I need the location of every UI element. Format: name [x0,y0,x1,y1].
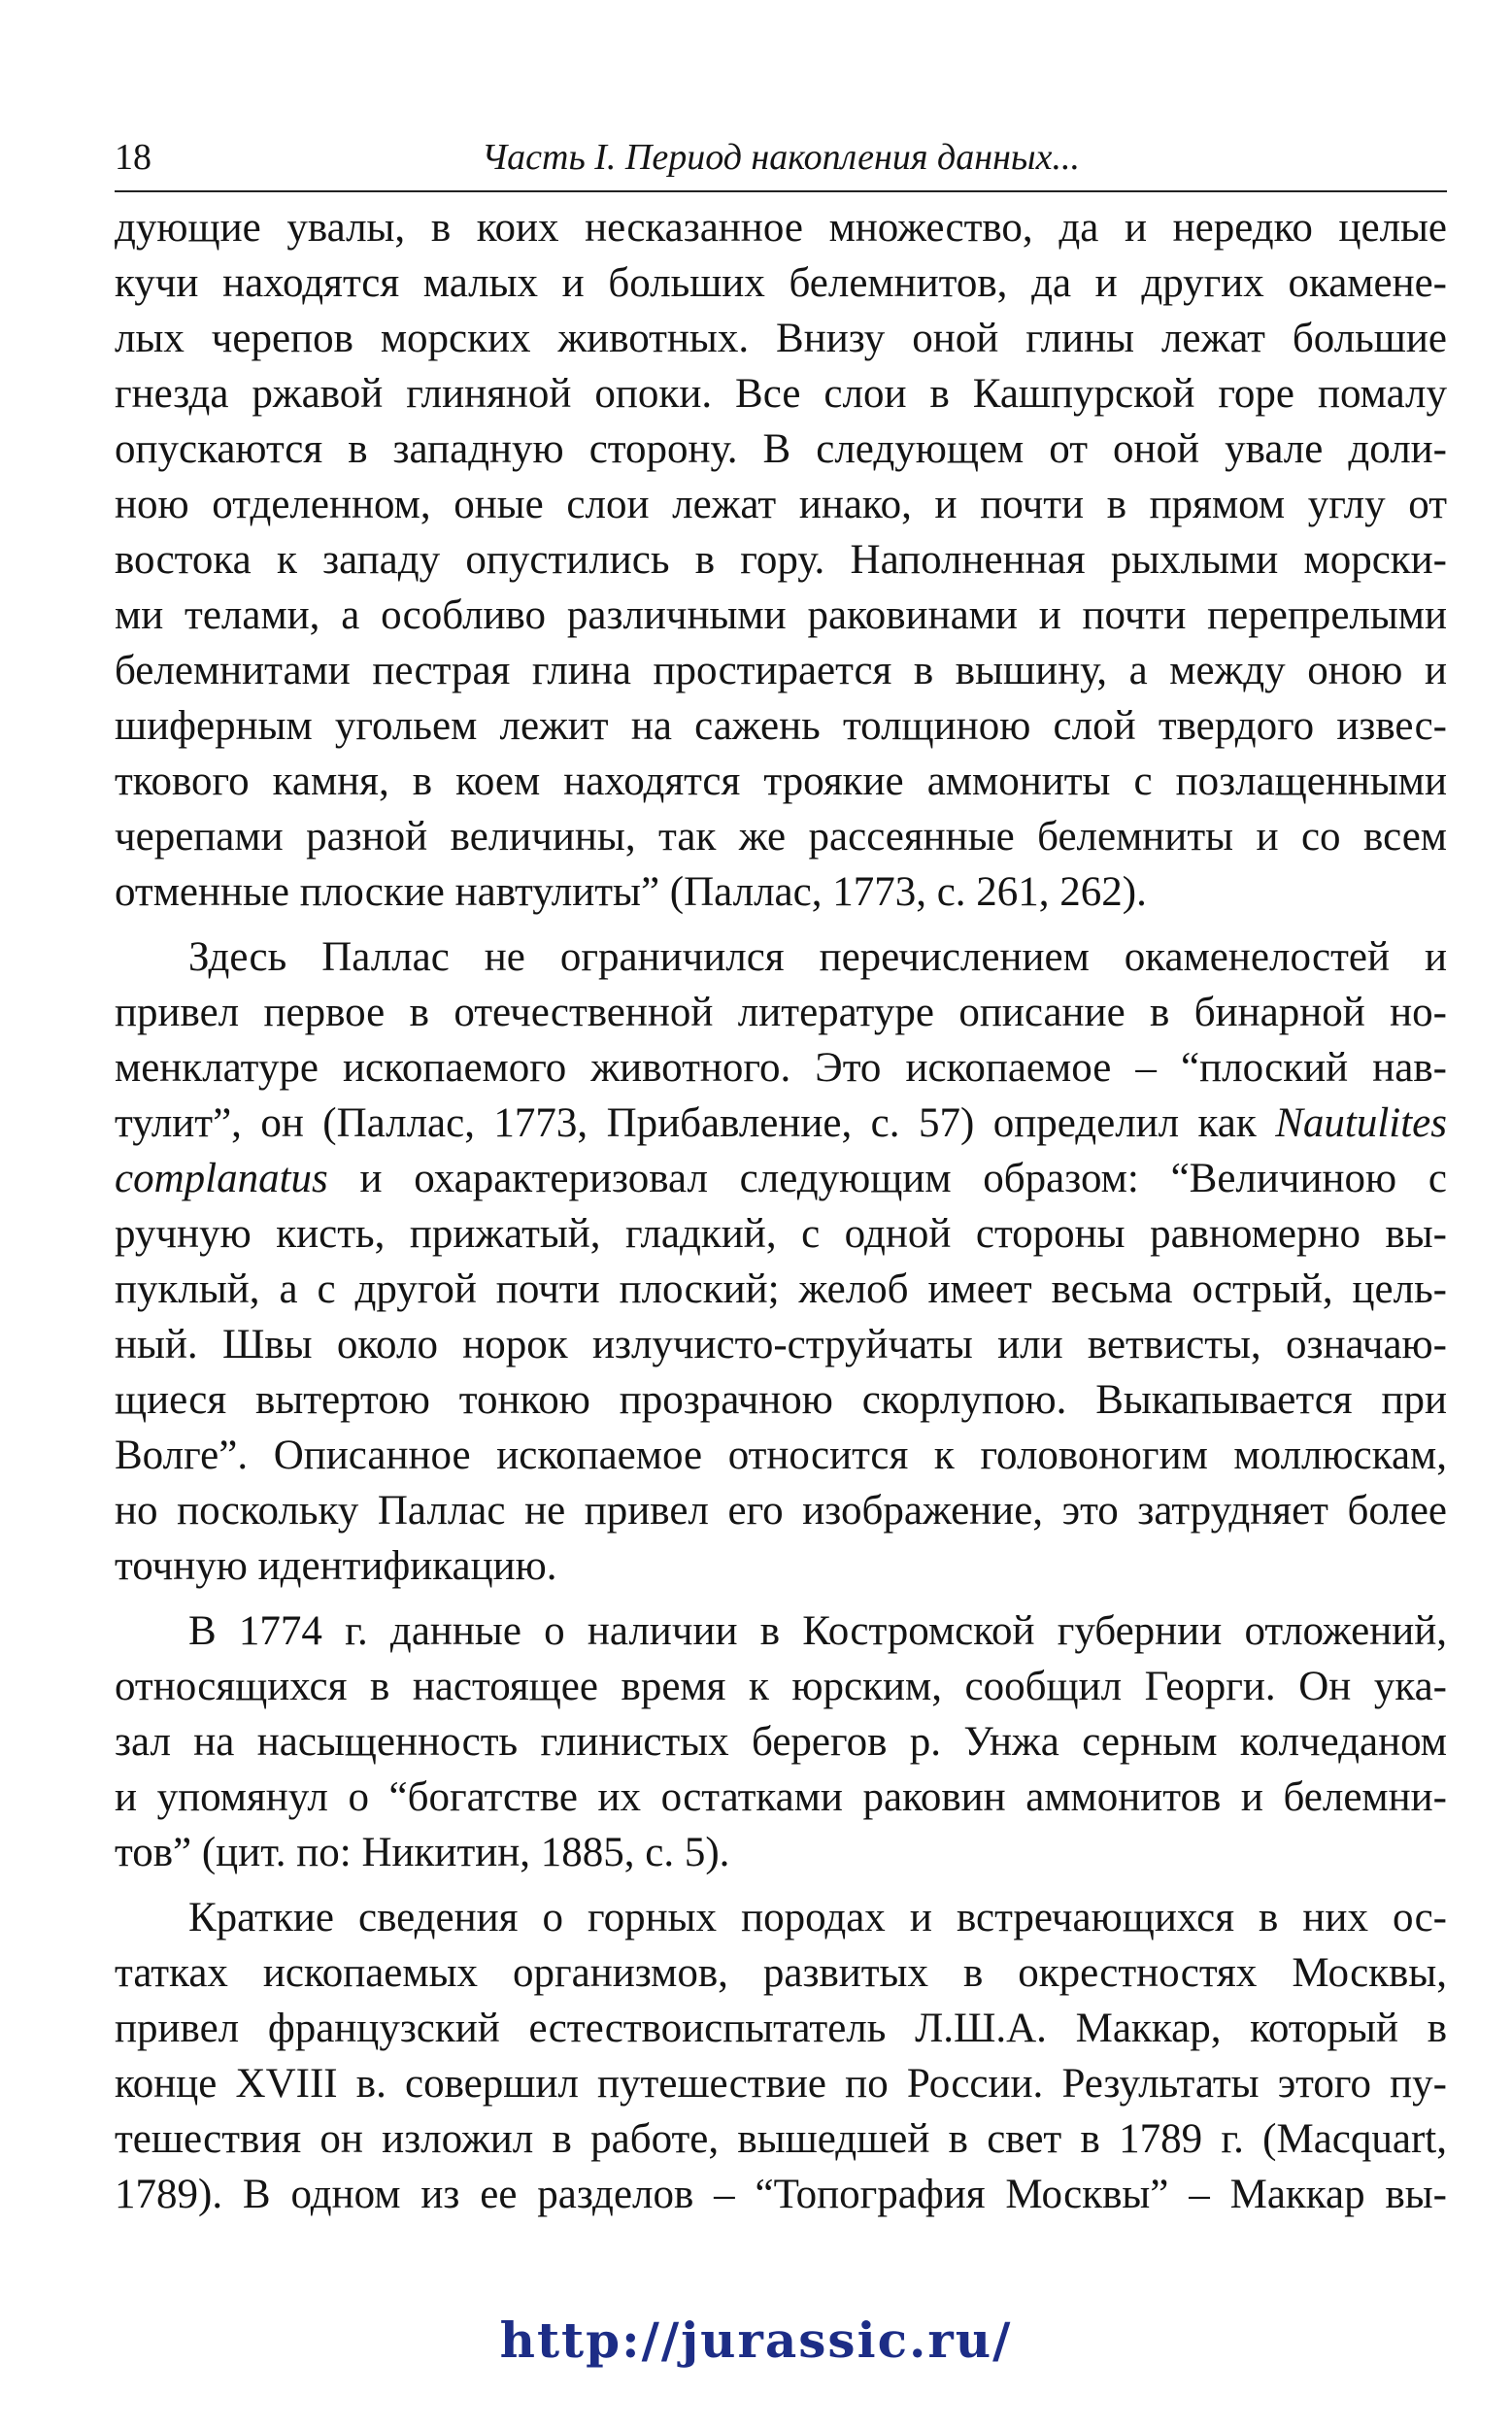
text-line: точную идентификацию. [115,1543,557,1589]
text-line: востока к западу опустились в гору. Наполненная рыхлыми морски- [115,537,1447,583]
text-line: черепами разной величины, так же рассеянные белемниты и со всем [115,814,1447,860]
footer-url-link[interactable]: http://jurassic.ru/ [499,2311,1013,2369]
text-line: менклатуре ископаемого животного. Это ископаемое – “плоский нав- [115,1045,1447,1091]
text-line: ми телами, а особливо различными раковинами и почти перепрелыми [115,592,1447,638]
text-line-with-taxon-start [115,1096,1447,1151]
text-line: зал на насыщенность глинистых берегов р. Унжа серным колчеданом [115,1719,1447,1765]
text-line: отменные плоские навтулиты” (Паллас, 1773, с. 261, 262). [115,869,1147,915]
text-line: лых черепов морских животных. Внизу оной глины лежат большие [115,316,1447,361]
text-line: Краткие сведения о горных породах и встречающихся в них ос- [188,1895,1447,1940]
text-span: тулит”, он (Паллас, 1773, Прибавление, с. 57) определил как [115,1100,1257,1146]
text-span: и охарактеризовал следующим образом: “Величиною с [327,1156,1447,1201]
text-line: пуклый, а с другой почти плоский; желоб имеет весьма острый, цель- [115,1266,1447,1312]
text-line: щиеся вытертою тонкою прозрачною скорлупою. Выкапывается при [115,1377,1447,1423]
text-line: тов” (цит. по: Никитин, 1885, с. 5). [115,1830,730,1875]
text-line: шиферным угольем лежит на сажень толщиною слой твердого извес- [115,703,1447,749]
page-header [115,136,1447,192]
paragraph-2 [115,929,1447,1594]
text-line: ручную кисть, прижатый, гладкий, с одной стороны равномерно вы- [115,1211,1447,1257]
text-line: татках ископаемых организмов, развитых в окрестностях Москвы, [115,1950,1447,1996]
taxon-genus: Nautulites [1275,1100,1448,1146]
body-text [115,200,1447,2222]
taxon-species: complanatus [115,1156,328,1201]
text-line: белемнитами пестрая глина простирается в вышину, а между оною и [115,648,1447,693]
text-line: 1789). В одном из ее разделов – “Топография Москвы” – Маккар вы- [115,2172,1447,2217]
text-line: и упомянул о “богатстве их остатками раковин аммонитов и белемни- [115,1774,1447,1820]
text-line: тешествия он изложил в работе, вышедшей в свет в 1789 г. (Macquart, [115,2116,1447,2162]
paragraph-3 [115,1603,1447,1880]
text-line: В 1774 г. данные о наличии в Костромской губернии отложений, [188,1608,1447,1654]
text-line: относящихся в настоящее время к юрским, сообщил Георги. Он ука- [115,1664,1447,1709]
text-line: гнезда ржавой глиняной опоки. Все слои в Кашпурской горе помалу [115,371,1447,417]
text-line: Волге”. Описанное ископаемое относится к головоногим моллюскам, [115,1433,1447,1478]
text-line: ною отделенном, оные слои лежат инако, и почти в прямом углу от [115,482,1447,527]
running-title: Часть I. Период накопления данных... [481,137,1081,178]
paragraph-1 [115,200,1447,920]
text-line: привел французский естествоиспытатель Л.Ш.А. Маккар, который в [115,2006,1447,2051]
paragraph-4 [115,1890,1447,2222]
text-line: кучи находятся малых и больших белемнитов, да и других окамене- [115,260,1447,306]
text-line: конце XVIII в. совершил путешествие по России. Результаты этого пу- [115,2061,1447,2107]
text-line: Здесь Паллас не ограничился перечислением окаменелостей и [188,934,1447,980]
text-line: привел первое в отечественной литературе описание в бинарной но- [115,990,1447,1035]
page-number: 18 [115,137,151,178]
text-line-with-taxon-end [115,1151,1447,1206]
text-line: опускаются в западную сторону. В следующем от оной увале доли- [115,426,1447,472]
text-line: ткового камня, в коем находятся троякие аммониты с позлащенными [115,759,1447,804]
text-line: дующие увалы, в коих несказанное множество, да и нередко целые [115,205,1447,251]
text-line: но поскольку Паллас не привел его изображение, это затрудняет более [115,1488,1447,1534]
text-line: ный. Швы около норок излучисто-струйчаты или ветвисты, означаю- [115,1322,1447,1367]
